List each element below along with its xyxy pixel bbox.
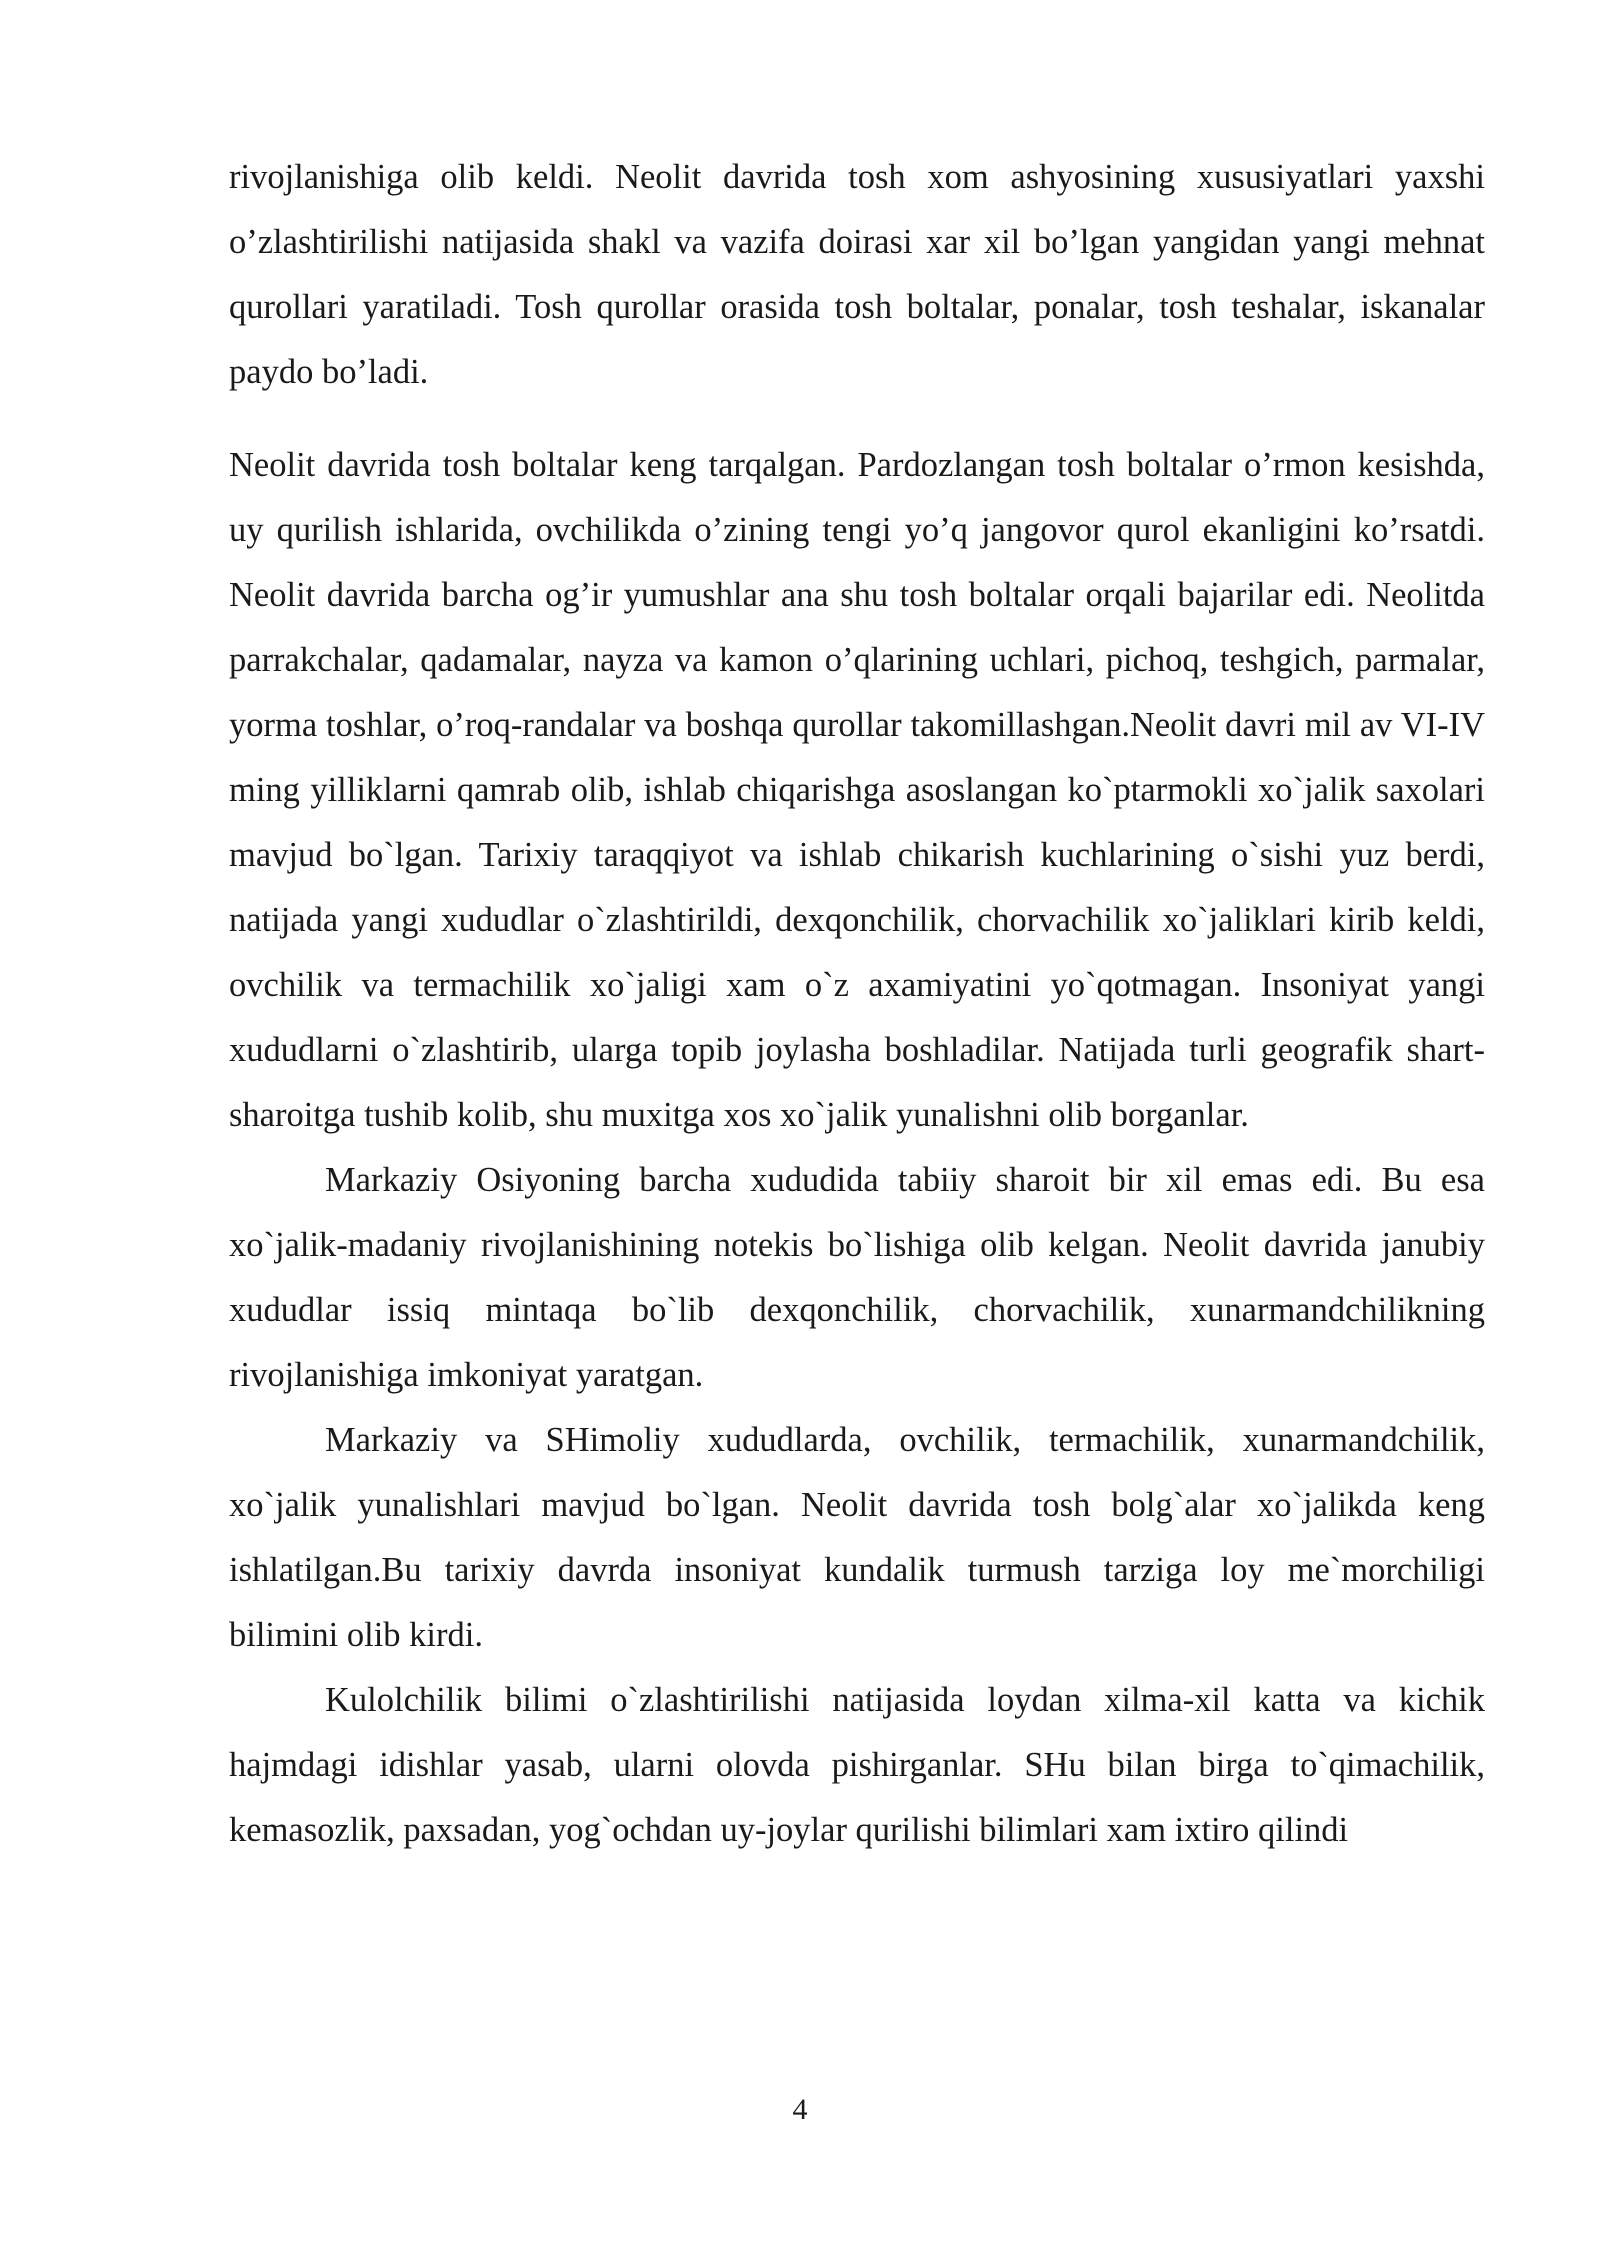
body-text (229, 145, 1485, 1863)
paragraph-3: Markaziy Osiyoning barcha xududida tabiiy sharoit bir xil emas edi. Bu esa xo`jalik-madaniy rivojlanishining notekis bo`lishiga olib kelgan. Neolit davrida janubiy xududlar issiq mintaqa bo`lib dexqonchilik, chorvachilik, xunarmandchilikning rivojlanishiga imkoniyat yaratgan. (229, 1161, 1485, 1394)
paragraph-4: Markaziy va SHimoliy xududlarda, ovchilik, termachilik, xunarmandchilik, xo`jalik yunalishlari mavjud bo`lgan. Neolit davrida tosh bolg`alar xo`jalikda keng ishlatilgan.Bu tarixiy davrda insoniyat kundalik turmush tarziga loy me`morchiligi bilimini olib kirdi. (229, 1421, 1485, 1654)
paragraph-2: Neolit davrida tosh boltalar keng tarqalgan. Pardozlangan tosh boltalar o’rmon kesishda, uy qurilish ishlarida, ovchilikda o’zining tengi yo’q jangovor qurol ekanligini ko’rsatdi. Neolit davrida barcha og’ir yumushlar ana shu tosh boltalar orqali bajarilar edi. Neolitda parrakchalar, qadamalar, nayza va kamon o’qlarining uchlari, pichoq, teshgich, parmalar, yorma toshlar, o’roq-randalar va boshqa qurollar takomillashgan.Neolit davri mil av VI-IV ming yilliklarni qamrab olib, ishlab chiqarishga asoslangan ko`ptarmokli xo`jalik saxolari mavjud bo`lgan. Tarixiy taraqqiyot va ishlab chikarish kuchlarining o`sishi yuz berdi, natijada yangi xududlar o`zlashtirildi, dexqonchilik, chorvachilik xo`jaliklari kirib keldi, ovchilik va termachilik xo`jaligi xam o`z axamiyatini yo`qotmagan. Insoniyat yangi xududlarni o`zlashtirib, ularga topib joylasha boshladilar. Natijada turli geografik shart-sharoitga tushib kolib, shu muxitga xos xo`jalik yunalishni olib borganlar. (229, 446, 1485, 1134)
paragraph-5: Kulolchilik bilimi o`zlashtirilishi natijasida loydan xilma-xil katta va kichik hajmdagi idishlar yasab, ularni olovda pishirganlar. SHu bilan birga to`qimachilik, kemasozlik, paxsadan, yog`ochdan uy-joylar qurilishi bilimlari xam ixtiro qilindi (229, 1681, 1485, 1849)
paragraph-1: rivojlanishiga olib keldi. Neolit davrida tosh xom ashyosining xususiyatlari yaxshi o’zlashtirilishi natijasida shakl va vazifa doirasi xar xil bo’lgan yangidan yangi mehnat qurollari yaratiladi. Tosh qurollar orasida tosh boltalar, ponalar, tosh teshalar, iskanalar paydo bo’ladi. (229, 158, 1485, 391)
page-number: 4 (792, 2093, 808, 2126)
